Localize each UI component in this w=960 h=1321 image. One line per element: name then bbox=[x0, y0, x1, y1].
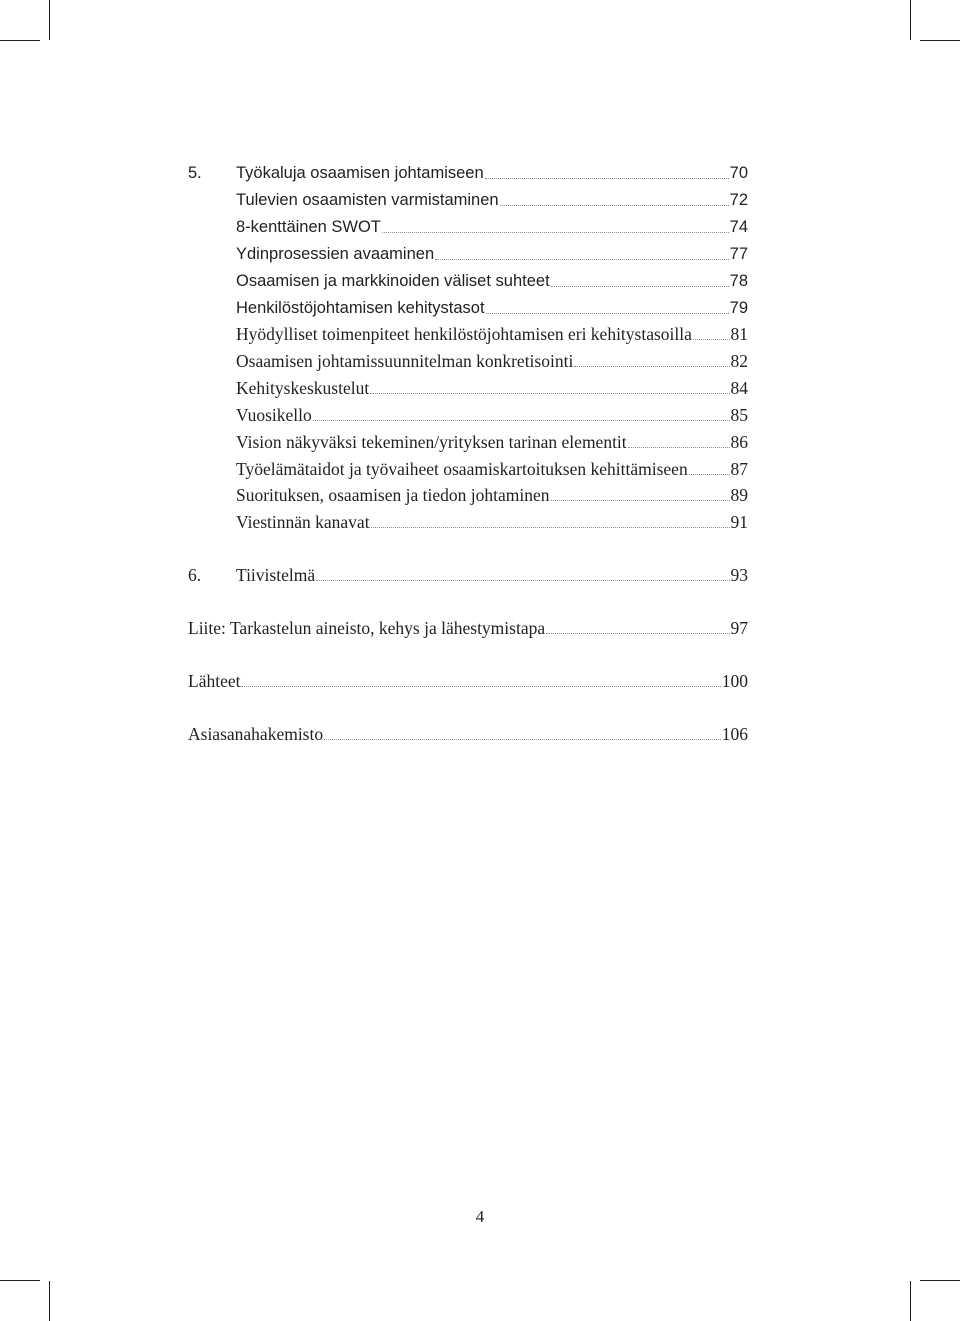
toc-entry[interactable] bbox=[188, 216, 748, 238]
toc-entry-page: 87 bbox=[730, 459, 748, 479]
dot-leader bbox=[313, 420, 730, 421]
crop-mark bbox=[920, 1280, 960, 1281]
toc-entry-page: 93 bbox=[730, 565, 748, 585]
toc-entry-page: 97 bbox=[730, 618, 748, 638]
toc-entry-page: 84 bbox=[730, 378, 748, 398]
toc-entry[interactable] bbox=[188, 617, 748, 639]
toc-entry-page: 100 bbox=[721, 671, 748, 691]
dot-leader bbox=[370, 393, 729, 394]
toc-entry-title: Liite: Tarkastelun aineisto, kehys ja lähestymistapa bbox=[188, 618, 546, 638]
toc-entry-title: Työkaluja osaamisen johtamiseen bbox=[236, 164, 484, 182]
toc-entry-number: 6. bbox=[188, 565, 202, 585]
page-number: 4 bbox=[475, 1207, 485, 1226]
dot-leader bbox=[241, 686, 720, 687]
toc-entry-page: 85 bbox=[730, 405, 748, 425]
toc-entry-title: 8-kenttäinen SWOT bbox=[236, 218, 381, 236]
toc-entry-title: Henkilöstöjohtamisen kehitystasot bbox=[236, 299, 485, 317]
toc-entry[interactable] bbox=[188, 511, 748, 533]
toc-entry-title: Tulevien osaamisten varmistaminen bbox=[236, 191, 499, 209]
dot-leader bbox=[486, 313, 729, 314]
toc-entry-page: 89 bbox=[730, 485, 748, 505]
toc-entry-title: Vuosikello bbox=[236, 405, 312, 425]
dot-leader bbox=[574, 366, 729, 367]
toc-entry[interactable] bbox=[188, 162, 748, 184]
toc-entry-title: Asiasanahakemisto bbox=[188, 724, 324, 744]
toc-entry-title: Työelämätaidot ja työvaiheet osaamiskartoituksen kehittämiseen bbox=[236, 459, 688, 479]
toc-entry[interactable] bbox=[188, 350, 748, 372]
dot-leader bbox=[693, 339, 730, 340]
toc-entry[interactable] bbox=[188, 431, 748, 453]
dot-leader bbox=[382, 232, 729, 233]
dot-leader bbox=[689, 474, 730, 475]
dot-leader bbox=[324, 739, 721, 740]
toc-entry-page: 72 bbox=[729, 191, 748, 209]
toc-entry-title: Hyödylliset toimenpiteet henkilöstöjohtamisen eri kehitystasoilla bbox=[236, 324, 692, 344]
toc-entry-title: Tiivistelmä bbox=[236, 565, 316, 585]
toc-entry-title: Vision näkyväksi tekeminen/yrityksen tarinan elementit bbox=[236, 432, 627, 452]
toc-entry-page: 82 bbox=[730, 351, 748, 371]
toc-entry-page: 78 bbox=[729, 272, 748, 290]
toc-entry-title: Ydinprosessien avaaminen bbox=[236, 245, 435, 263]
toc-entry-page: 70 bbox=[729, 164, 748, 182]
crop-mark bbox=[0, 1280, 40, 1281]
toc-entry[interactable] bbox=[188, 189, 748, 211]
toc-entry-page: 81 bbox=[730, 324, 748, 344]
toc-entry[interactable] bbox=[188, 243, 748, 265]
dot-leader bbox=[485, 178, 729, 179]
crop-mark bbox=[0, 40, 40, 41]
toc-entry[interactable] bbox=[188, 484, 748, 506]
toc-entry[interactable] bbox=[188, 404, 748, 426]
toc-entry-title: Lähteet bbox=[188, 671, 241, 691]
dot-leader bbox=[500, 205, 729, 206]
toc-entry[interactable] bbox=[188, 564, 748, 586]
toc-entry[interactable] bbox=[188, 458, 748, 480]
toc-entry[interactable] bbox=[188, 270, 748, 292]
toc-entry[interactable] bbox=[188, 297, 748, 319]
dot-leader bbox=[551, 286, 729, 287]
dot-leader bbox=[628, 447, 730, 448]
toc-entry-page: 79 bbox=[729, 299, 748, 317]
toc-entry[interactable] bbox=[188, 323, 748, 345]
crop-mark bbox=[910, 1281, 911, 1321]
crop-mark bbox=[49, 0, 50, 40]
toc-entry-title: Osaamisen johtamissuunnitelman konkretisointi bbox=[236, 351, 574, 371]
dot-leader bbox=[435, 259, 729, 260]
toc-entry-page: 91 bbox=[730, 512, 748, 532]
toc-entry-title: Suorituksen, osaamisen ja tiedon johtaminen bbox=[236, 485, 550, 505]
crop-mark bbox=[920, 40, 960, 41]
toc-entry[interactable] bbox=[188, 377, 748, 399]
crop-mark bbox=[910, 0, 911, 40]
toc-entry-title: Kehityskeskustelut bbox=[236, 378, 370, 398]
dot-leader bbox=[551, 500, 730, 501]
dot-leader bbox=[546, 633, 729, 634]
toc-entry-number: 5. bbox=[188, 164, 202, 182]
toc-entry-title: Viestinnän kanavat bbox=[236, 512, 370, 532]
crop-mark bbox=[49, 1281, 50, 1321]
dot-leader bbox=[371, 527, 730, 528]
toc-entry[interactable] bbox=[188, 670, 748, 692]
toc-entry-page: 86 bbox=[730, 432, 748, 452]
dot-leader bbox=[316, 580, 729, 581]
toc-entry-page: 77 bbox=[729, 245, 748, 263]
toc-entry[interactable] bbox=[188, 723, 748, 745]
toc-entry-title: Osaamisen ja markkinoiden väliset suhteet bbox=[236, 272, 550, 290]
toc-entry-page: 106 bbox=[721, 724, 748, 744]
toc-entry-page: 74 bbox=[729, 218, 748, 236]
